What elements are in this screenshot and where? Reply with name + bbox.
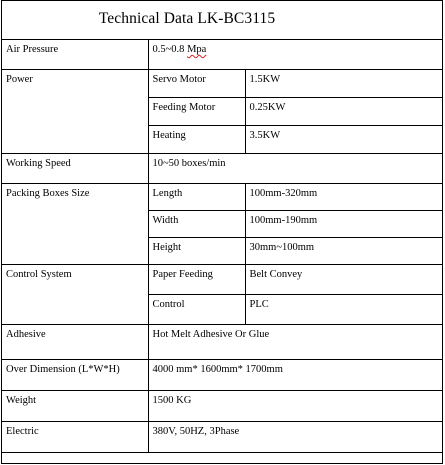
air-pressure-unit: Mpa [187,44,207,55]
row-label-packing-boxes-size: Packing Boxes Size [2,184,148,265]
row-value-adhesive: Hot Melt Adhesive Or Glue [148,325,443,360]
row-label-power: Power [2,70,148,154]
box-size-item-value: 100mm-190mm [245,211,443,238]
technical-data-sheet [1,0,443,464]
box-size-item-value: 100mm-320mm [245,184,443,211]
box-size-item-value: 30mm~100mm [245,238,443,265]
row-label-air-pressure: Air Pressure [2,40,148,70]
row-label-weight: Weight [2,391,148,422]
power-item-value: 3.5KW [245,126,443,154]
row-value-weight: 1500 KG [148,391,443,422]
row-label-adhesive: Adhesive [2,325,148,360]
table-row [2,265,443,295]
row-value-working-speed: 10~50 boxes/min [148,154,443,184]
row-value-over-dimension: 4000 mm* 1600mm* 1700mm [148,360,443,391]
power-item-value: 0.25KW [245,98,443,126]
control-item-value: Belt Convey [245,265,443,295]
row-label-electric: Electric [2,422,148,453]
box-size-item-name: Height [148,238,245,265]
control-item-value: PLC [245,295,443,325]
table-row [2,70,443,98]
row-label-over-dimension: Over Dimension (L*W*H) [2,360,148,391]
control-item-name: Control [148,295,245,325]
row-value-electric: 380V, 50HZ, 3Phase [148,422,443,453]
air-pressure-range: 0.5~0.8 [152,44,188,55]
row-label-control-system: Control System [2,265,148,325]
power-item-name: Heating [148,126,245,154]
table-row [2,422,443,453]
power-item-name: Servo Motor [148,70,245,98]
row-label-working-speed: Working Speed [2,154,148,184]
table-row [2,391,443,422]
control-item-name: Paper Feeding [148,265,245,295]
table-row [2,325,443,360]
table-row [2,360,443,391]
box-size-item-name: Width [148,211,245,238]
power-item-name: Feeding Motor [148,98,245,126]
document-title: Technical Data LK-BC3115 [98,10,276,27]
box-size-item-name: Length [148,184,245,211]
row-value-air-pressure [148,40,443,70]
power-item-value: 1.5KW [245,70,443,98]
table-row [2,40,443,70]
table-row [2,154,443,184]
table-row [2,184,443,211]
spec-table [2,39,443,453]
